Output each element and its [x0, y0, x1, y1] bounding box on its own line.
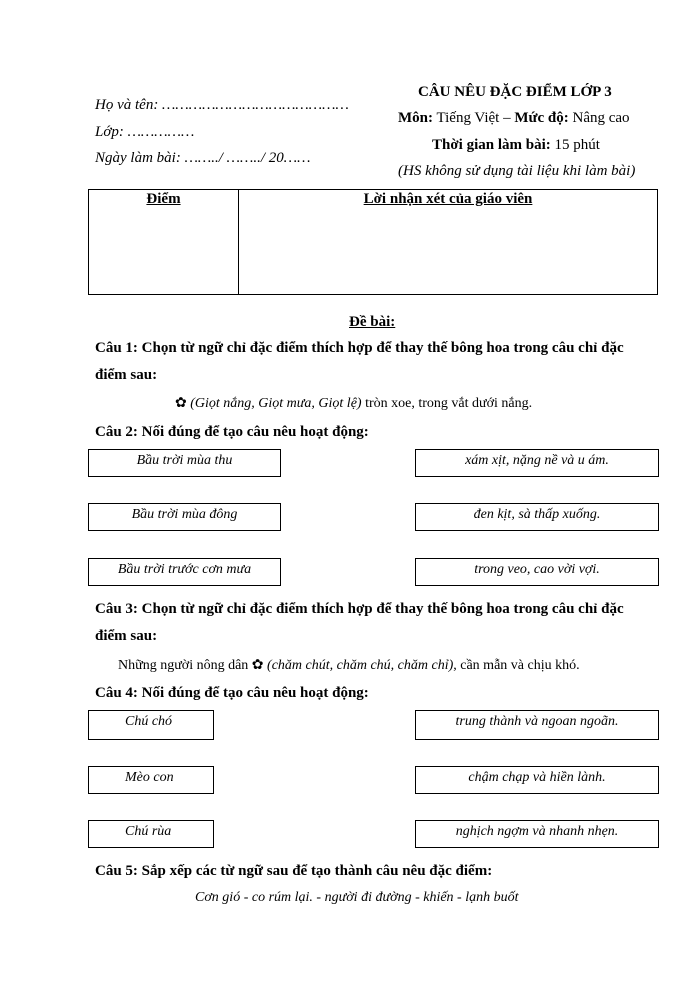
level-key: Mức độ: — [514, 110, 569, 126]
q5-word-list: Cơn gió - co rúm lại. - người đi đường - khiến - lạnh buốt — [195, 890, 519, 905]
time-value: 15 phút — [550, 137, 600, 153]
flower-icon: ✿ — [175, 396, 187, 411]
q1-options: (Giọt nắng, Giọt mưa, Giọt lệ) — [190, 396, 362, 411]
teacher-comment-header: Lời nhận xét của giáo viên — [363, 191, 533, 207]
q4-left-box-2[interactable]: Mèo con — [88, 766, 214, 794]
q3-options: (chăm chút, chăm chú, chăm chỉ) — [263, 658, 454, 673]
name-field-label: Họ và tên: …………………………………… — [95, 97, 349, 113]
subject-line — [398, 110, 630, 127]
time-key: Thời gian làm bài: — [432, 137, 551, 153]
time-line — [432, 137, 600, 154]
q3-sentence-rest: , cần mẫn và chịu khó. — [453, 658, 580, 673]
level-value: Nâng cao — [568, 110, 630, 126]
score-column — [89, 190, 239, 294]
q2-right-box-1[interactable]: xám xịt, nặng nề và u ám. — [415, 449, 659, 477]
q4-right-box-3[interactable]: nghịch ngợm và nhanh nhẹn. — [415, 820, 659, 848]
q1-sentence-rest: tròn xoe, trong vắt dưới nắng. — [361, 396, 533, 411]
no-materials-note: (HS không sử dụng tài liệu khi làm bài) — [398, 163, 636, 179]
q2-left-box-3[interactable]: Bầu trời trước cơn mưa — [88, 558, 281, 586]
q4-heading: Câu 4: Nối đúng để tạo câu nêu hoạt động: — [95, 685, 369, 701]
subject-key: Môn: — [398, 110, 433, 126]
q3-sentence-start: Những người nông dân — [118, 658, 252, 673]
date-field-label: Ngày làm bài: ……../ ……../ 20…… — [95, 150, 311, 166]
q2-right-box-3[interactable]: trong veo, cao vời vợi. — [415, 558, 659, 586]
q2-heading: Câu 2: Nối đúng để tạo câu nêu hoạt động: — [95, 424, 369, 440]
q2-left-box-2[interactable]: Bầu trời mùa đông — [88, 503, 281, 531]
exam-title: Đề bài: — [349, 314, 396, 330]
q4-left-box-1[interactable]: Chú chó — [88, 710, 214, 740]
teacher-comment-column — [239, 190, 657, 294]
class-field-label: Lớp: …………… — [95, 124, 195, 140]
q2-right-box-2[interactable]: đen kịt, sà thấp xuống. — [415, 503, 659, 531]
q3-heading-line1: Câu 3: Chọn từ ngữ chỉ đặc điểm thích hợp để thay thế bông hoa trong câu chỉ đặc — [95, 601, 624, 617]
q5-heading: Câu 5: Sắp xếp các từ ngữ sau để tạo thành câu nêu đặc điểm: — [95, 863, 493, 879]
q1-sentence — [175, 395, 532, 412]
score-header: Điểm — [146, 191, 181, 207]
q4-right-box-2[interactable]: chậm chạp và hiền lành. — [415, 766, 659, 794]
q1-heading-line2: điểm sau: — [95, 367, 158, 383]
q1-heading-line1: Câu 1: Chọn từ ngữ chỉ đặc điểm thích hợp để thay thế bông hoa trong câu chỉ đặc — [95, 340, 624, 356]
q3-sentence — [118, 657, 580, 674]
q4-right-box-1[interactable]: trung thành và ngoan ngoãn. — [415, 710, 659, 740]
flower-icon: ✿ — [251, 658, 264, 673]
q3-heading-line2: điểm sau: — [95, 628, 158, 644]
subject-value: Tiếng Việt – — [433, 110, 515, 126]
score-table — [88, 189, 658, 295]
q4-left-box-3[interactable]: Chú rùa — [88, 820, 214, 848]
q2-left-box-1[interactable]: Bầu trời mùa thu — [88, 449, 281, 477]
worksheet-title: CÂU NÊU ĐẶC ĐIỂM LỚP 3 — [418, 84, 612, 100]
